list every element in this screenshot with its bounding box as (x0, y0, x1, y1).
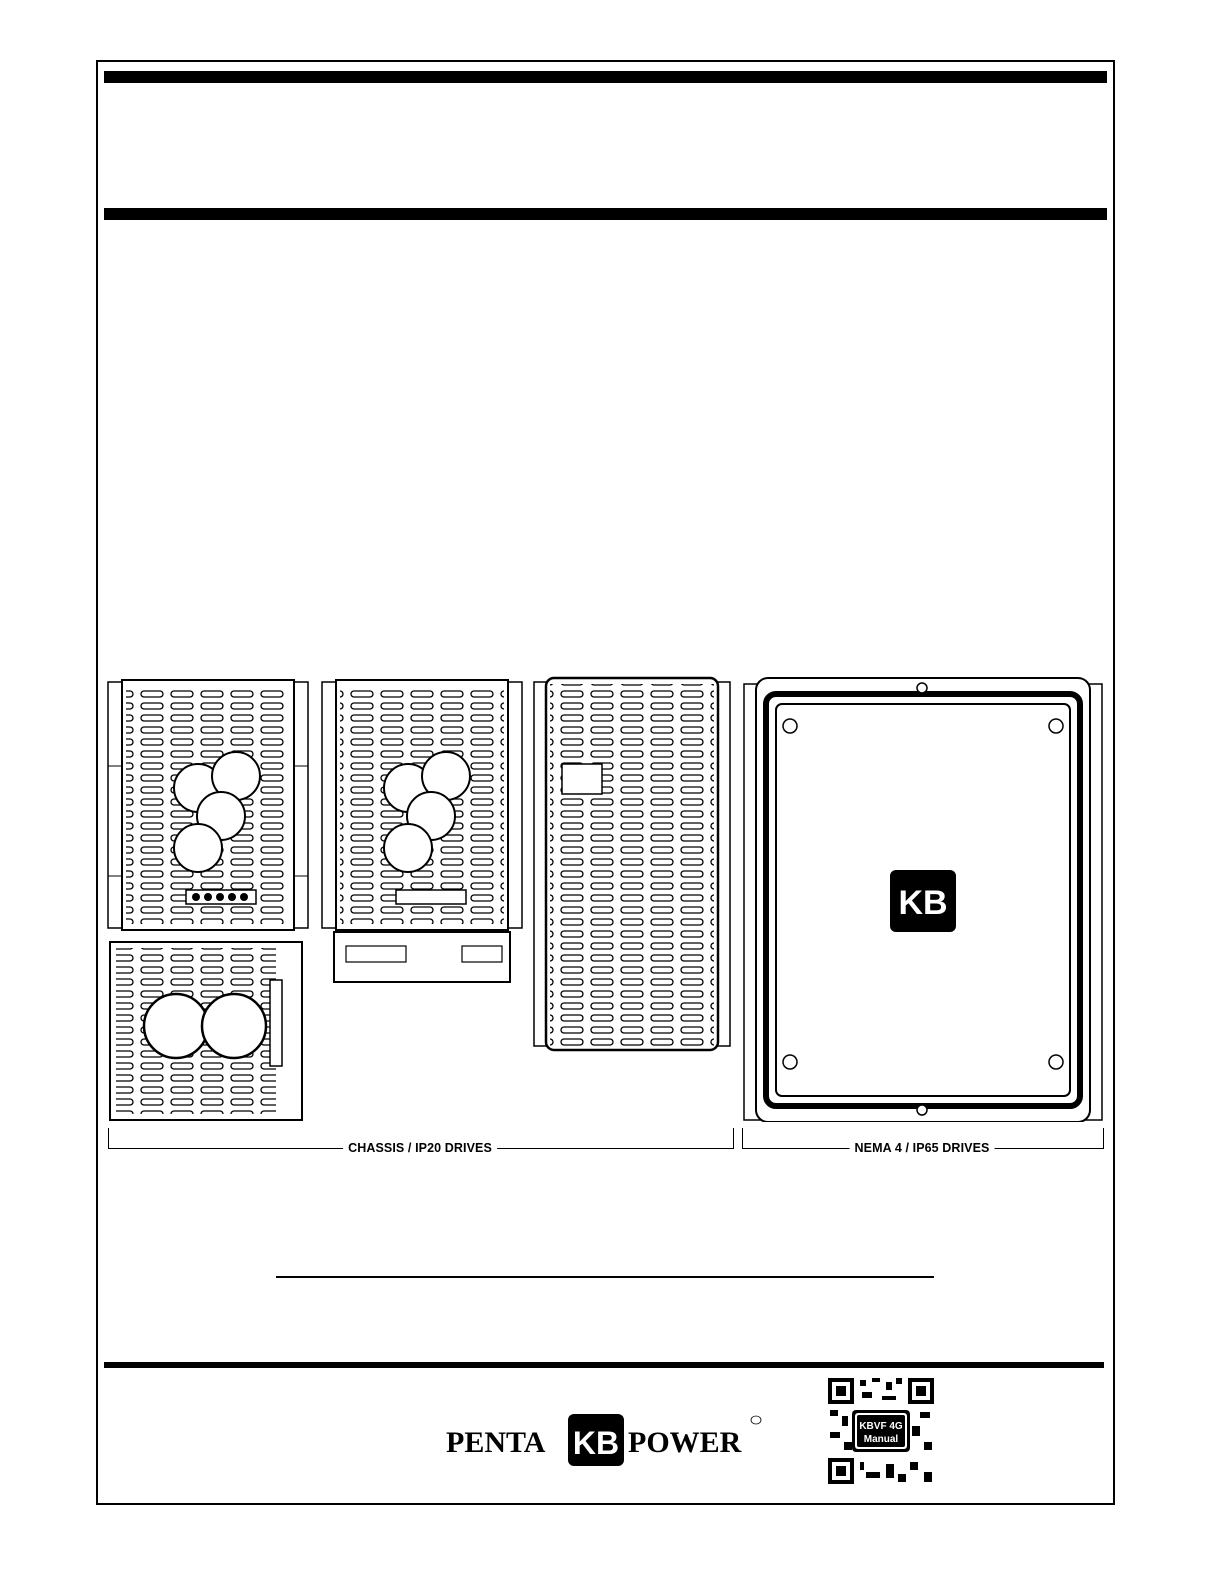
drive-line-drawings (106, 676, 1106, 1122)
footer-rule (104, 1362, 1104, 1368)
signature-rule (276, 1276, 934, 1278)
chassis-drives-caption: CHASSIS / IP20 DRIVES (343, 1141, 497, 1155)
chassis-drive-small (108, 680, 308, 930)
nema4-enclosure-drive (744, 678, 1102, 1122)
manual-qr-code[interactable] (826, 1376, 936, 1486)
chassis-drive-compact (110, 942, 302, 1120)
header-rule-top (104, 71, 1107, 83)
header-rule-bottom (104, 208, 1107, 220)
logo-right-word: POWER (628, 1426, 742, 1459)
logo-left-word: PENTA (446, 1426, 546, 1459)
logo-mark: KB (572, 1425, 620, 1461)
qr-caption-line2: Manual (863, 1434, 899, 1445)
svg-text:KB: KB (898, 884, 948, 922)
qr-caption-line1: KBVF 4G (859, 1421, 903, 1432)
nema-drives-caption: NEMA 4 / IP65 DRIVES (850, 1141, 995, 1155)
chassis-drive-large (534, 678, 730, 1050)
penta-kb-power-logo (446, 1410, 762, 1472)
chassis-drive-medium (322, 680, 522, 982)
